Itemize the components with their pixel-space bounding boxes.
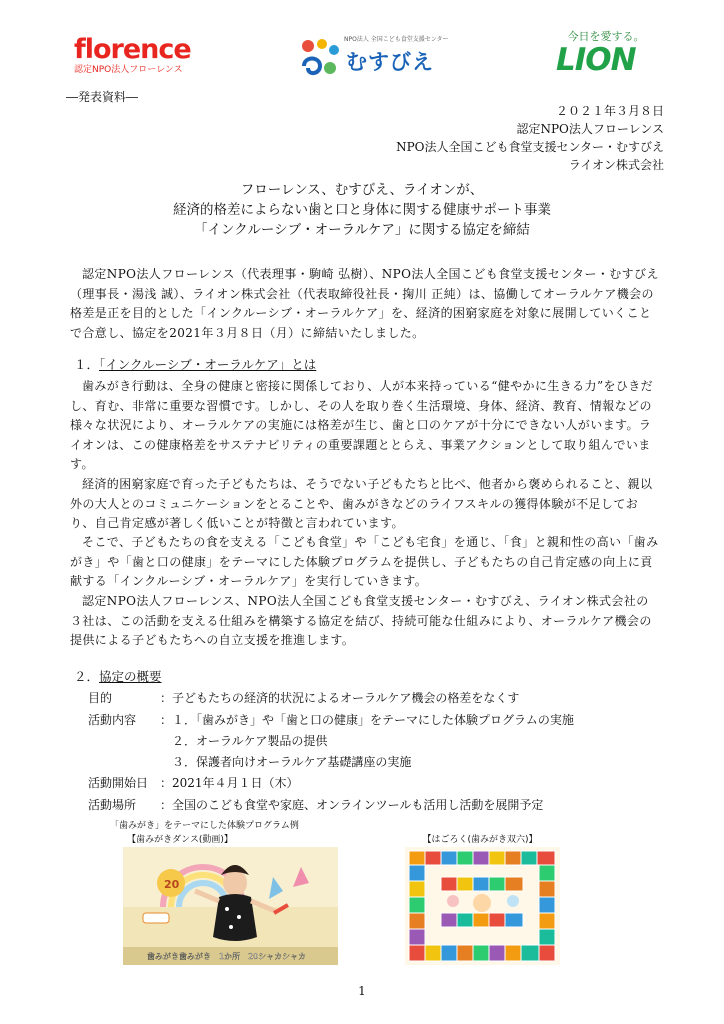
activities-row [88, 711, 574, 728]
toothbrush-dance-image [123, 847, 338, 965]
activity-3: ３．保護者向けオーラルケア基礎講座の実施 [172, 755, 412, 769]
section1-paragraph-3: そこで、子どもたちの食を支える「こども食堂」や「こども宅食」を通じ、「食」と親和性の高い「歯みがき」や「歯と口の健康」をテーマにした体験プログラムを提供し、子どもたちの自己肯定感の向上に貢献する「インクルーシブ・オーラルケア」を実行していきます。 [70, 535, 659, 588]
caption-dance-line-1: 「歯みがき」をテーマにした体験プログラム例 [110, 821, 299, 831]
section1-paragraph-2: 経済的困窮家庭で育った子どもたちは、そうでない子どもたちと比べ、他者から褒められること、親以外の大人とのコミュニケーションをとることや、歯みがきなどのライフスキルの獲得体験が不足しており、自己肯定感が著しく低いことが特徴と言われています。 [70, 477, 653, 530]
musubie-logo [296, 30, 449, 82]
section1-number: １． [74, 357, 100, 372]
purpose-value: ：子どもたちの経済的状況によるオーラルケア機会の格差をなくす [160, 691, 520, 705]
florence-logo [74, 36, 214, 80]
release-label: ―発表資料― [66, 90, 139, 104]
title-line-3: 「インクルーシブ・オーラルケア」に関する協定を締結 [194, 222, 530, 238]
activity-1: ：１．「歯みがき」や「歯と口の健康」をテーマにした体験プログラムの実施 [160, 713, 574, 727]
intro-paragraph: 認定NPO法人フローレンス（代表理事・駒崎 弘樹）、NPO法人全国こども食堂支援センター・むすびえ（理事長・湯浅 誠）、ライオン株式会社（代表取締役社長・掬川 正純）は、協働してオーラルケア機会の格差是正を目的とした「インクルーシブ・オーラルケア」を、経済的困窮家庭を対象に展開していくことで合意し、協定を2021年３月８日（月）に締結いたしました。 [70, 267, 659, 340]
section1-paragraph-4: 認定NPO法人フローレンス、NPO法人全国こども食堂支援センター・むすびえ、ライオン株式会社の３社は、この活動を支える仕組みを構築する協定を結び、持続可能な仕組みにより、オーラルケア機会の提供による子どもたちへの自立支援を推進します。 [70, 594, 652, 647]
section1-heading [74, 355, 316, 373]
place-value: ：全国のこども食堂や家庭、オンラインツールも活用し活動を展開予定 [160, 798, 544, 812]
section1-paragraph-1: 歯みがき行動は、全身の健康と密接に関係しており、人が本来持っている“健やかに生きる力”をひきだし、育む、非常に重要な習慣です。しかし、その人を取り巻く生活環境、身体、経済、教育、情報などの様々な状況により、オーラルケアの実施には格差が生じ、歯と口のケアが十分にできない人がいます。ライオンは、この健康格差をサステナビリティの重要課題ととらえ、事業アクションとして取り組んでいます。 [70, 379, 654, 471]
title-line-2: 経済的格差によらない歯と口と身体に関する健康サポート事業 [173, 202, 551, 218]
section2-heading-text: 協定の概要 [99, 669, 162, 684]
start-date-value: ：2021年４月１日（木） [160, 776, 299, 790]
purpose-row [88, 689, 519, 706]
musubie-logo-word: むすびえ [346, 50, 434, 74]
org-musubie: NPO法人全国こども食堂支援センター・むすびえ [396, 140, 664, 154]
section2-number: ２． [74, 669, 100, 684]
place-label: 活動場所 [88, 798, 137, 812]
activity-2-row [88, 732, 327, 749]
org-florence: 認定NPO法人フローレンス [516, 122, 664, 136]
lion-logo-word: LION [556, 42, 636, 78]
start-date-label: 活動開始日 [88, 776, 149, 790]
caption-board: 【はごろく(歯みがき双六)】 [422, 835, 538, 845]
hagoroku-board-image [405, 847, 560, 965]
purpose-label: 目的 [88, 691, 113, 705]
page-number: 1 [358, 984, 366, 998]
activity-2: ２．オーラルケア製品の提供 [172, 734, 328, 748]
lion-tagline: 今日を愛する。 [567, 30, 645, 43]
activities-label: 活動内容 [88, 713, 137, 727]
start-date-row [88, 774, 299, 791]
florence-logo-sub: 認定NPO法人フローレンス [74, 65, 183, 75]
release-date: ２０２１年３月８日 [555, 104, 664, 118]
header-block [264, 102, 664, 174]
caption-dance-line-2: 【歯みがきダンス(動画)】 [127, 835, 233, 845]
musubie-mark-icon [296, 36, 342, 80]
dance-subtitle: 歯みがき歯みがき 1か所 20シャカシャカ [147, 952, 306, 961]
title-line-1: フローレンス、むすびえ、ライオンが、 [240, 182, 484, 198]
page-title [60, 180, 664, 240]
dance-badge-number: 20 [164, 878, 180, 891]
musubie-logo-sub: NPO法人 全国こども食堂支援センター [344, 36, 449, 43]
place-row [88, 796, 543, 813]
org-lion: ライオン株式会社 [568, 158, 664, 172]
florence-logo-word: florence [74, 34, 191, 65]
activity-3-row [88, 753, 411, 770]
lion-logo [556, 28, 656, 82]
hagoroku-board-illustration [405, 847, 560, 965]
section2-heading [74, 667, 162, 685]
toothbrush-dance-illustration [123, 847, 338, 965]
section1-heading-text: 「インクルーシブ・オーラルケア」とは [99, 357, 317, 372]
